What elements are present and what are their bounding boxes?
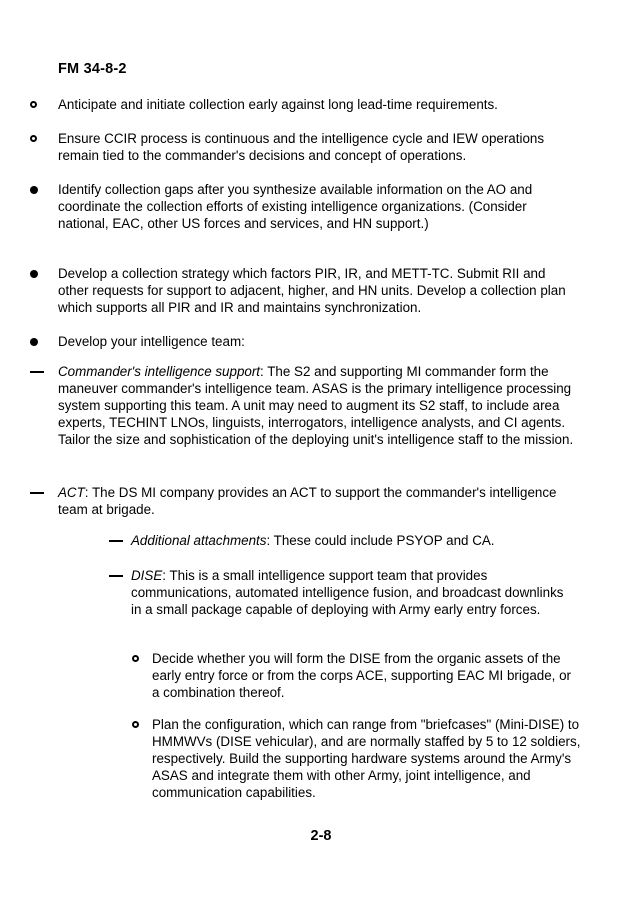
hollow-bullet-icon — [30, 101, 37, 108]
filled-bullet-icon — [30, 270, 38, 278]
document-id: FM 34-8-2 — [58, 61, 127, 77]
item-lead: Additional attachments — [131, 533, 267, 548]
item-text: Ensure CCIR process is continuous and the intelligence cycle and IEW operations remain tied to the commander's decisions and concept of operations. — [58, 131, 545, 163]
dash-marker-icon — [30, 492, 44, 494]
item-text: Develop a collection strategy which factors PIR, IR, and METT-TC. Submit RII and other requests for support to adjacent, higher, and HN units. Develop a collection plan which supports all PIR and IR and maintains synchronization. — [58, 266, 566, 315]
hollow-bullet-icon — [132, 721, 139, 728]
item-text: : The DS MI company provides an ACT to support the commander's intelligence team at brigade. — [58, 485, 557, 517]
dash-marker-icon — [30, 371, 44, 373]
filled-bullet-icon — [30, 338, 38, 346]
list-item — [58, 265, 568, 316]
list-item — [131, 567, 571, 618]
item-text: Decide whether you will form the DISE from the organic assets of the early entry force or from the corps ACE, supporting EAC MI brigade, or a combination thereof. — [152, 651, 572, 700]
item-lead: DISE — [131, 568, 163, 583]
filled-bullet-icon — [30, 186, 38, 194]
item-text: Plan the configuration, which can range from "briefcases" (Mini-DISE) to HMMWVs (DISE vehicular), and are normally staffed by 5 to 12 soldiers, respectively. Build the supporting hardware systems around the Army's ASAS and integrate them with other Army, joint intelligence, and communication capabilities. — [152, 717, 581, 800]
list-item — [152, 716, 584, 801]
dash-marker-icon — [109, 540, 123, 542]
list-item — [58, 484, 578, 518]
list-item — [131, 532, 571, 549]
item-lead: Commander's intelligence support — [58, 364, 261, 379]
item-text: : This is a small intelligence support team that provides communications, automated intelligence fusion, and broadcast downlinks in a small package capable of deploying with Army early entry forces. — [131, 568, 564, 617]
list-item — [58, 181, 578, 232]
item-text: Develop your intelligence team: — [58, 334, 245, 349]
list-item — [58, 96, 578, 113]
item-text: : These could include PSYOP and CA. — [266, 533, 495, 548]
item-lead: ACT — [58, 485, 85, 500]
item-text: : The S2 and supporting MI commander form the maneuver commander's intelligence team. ASAS is the primary intelligence processing system supporting this team. A unit may need to augment its S2 staff, to include area experts, TECHINT LNOs, linguists, interrogators, intelligence analysts, and CI agents. Tailor the size and sophistication of the deploying unit's intelligence staff to the mission. — [58, 364, 574, 447]
item-text: Identify collection gaps after you synthesize available information on the AO and coordinate the collection efforts of existing intelligence organizations. (Consider national, EAC, other US forces and services, and HN support.) — [58, 182, 533, 231]
page-number: 2-8 — [310, 828, 332, 844]
list-item — [58, 333, 578, 350]
hollow-bullet-icon — [30, 135, 37, 142]
list-item — [58, 130, 583, 164]
hollow-bullet-icon — [132, 655, 139, 662]
item-text: Anticipate and initiate collection early against long lead-time requirements. — [58, 97, 498, 112]
list-item — [58, 363, 588, 448]
list-item — [152, 650, 582, 701]
dash-marker-icon — [109, 575, 123, 577]
